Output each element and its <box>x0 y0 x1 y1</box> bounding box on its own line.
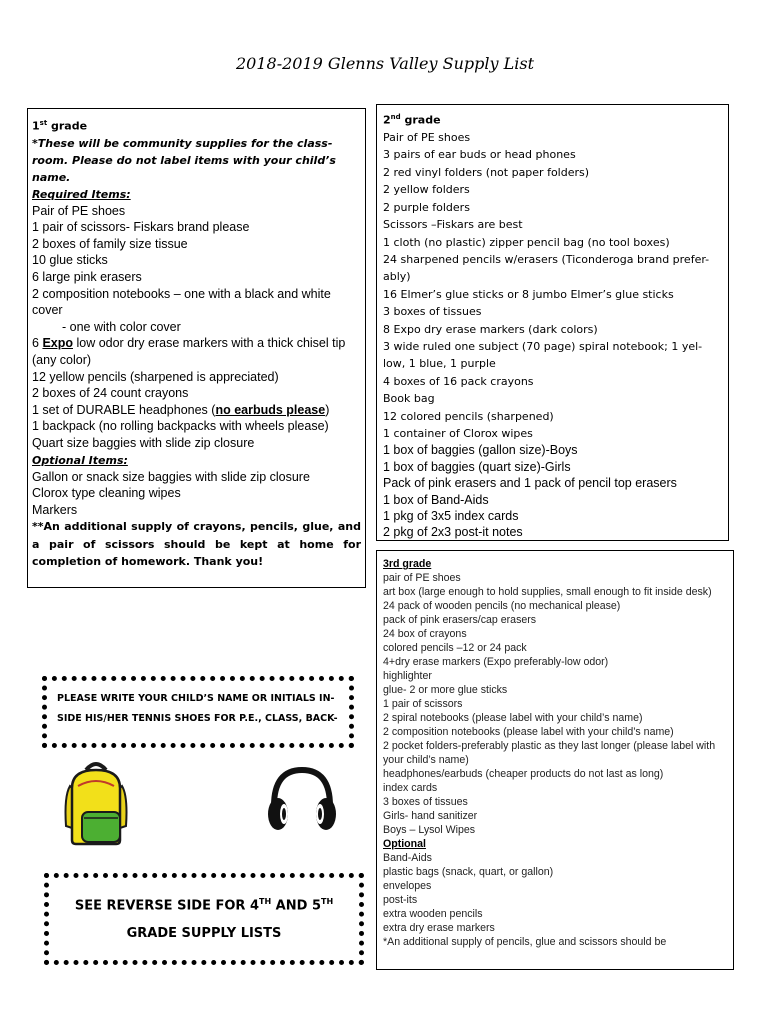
reverse-mid: AND 5 <box>271 898 321 914</box>
grade1-headphones-pre: 1 set of DURABLE headphones ( <box>32 402 216 417</box>
grade3-item: 3 boxes of tissues <box>383 796 468 808</box>
grade3-optional-item: Band-Aids <box>383 852 432 864</box>
grade1-item: Pair of PE shoes <box>32 203 126 218</box>
grade1-headphones-post: ) <box>325 402 330 417</box>
grade2-item-large: 1 box of baggies (quart size)-Girls <box>383 459 571 474</box>
grade1-optional-item: Gallon or snack size baggies with slide zip closure <box>32 469 310 484</box>
grade3-item: pack of pink erasers/cap erasers <box>383 614 537 626</box>
grade3-item: index cards <box>383 782 438 794</box>
grade3-optional-item: extra dry erase markers <box>383 922 495 934</box>
grade1-headphones-item <box>32 402 361 419</box>
grade2-item-large: Pack of pink erasers and 1 pack of pencil top erasers <box>383 476 677 491</box>
grade1-heading-word: grade <box>47 119 88 133</box>
grade2-heading-num: 2 <box>383 113 391 127</box>
grade2-item: 3 boxes of tissues <box>383 305 482 319</box>
grade1-heading <box>32 115 361 135</box>
grade2-item: 2 red vinyl folders (not paper folders) <box>383 165 590 179</box>
shoe-note-line-2: SIDE HIS/HER TENNIS SHOES FOR P.E., CLASS, BACK- <box>57 713 338 724</box>
grade3-heading: 3rd grade <box>383 558 432 570</box>
grade2-item: 16 Elmer’s glue sticks or 8 jumbo Elmer’s glue sticks <box>383 287 674 301</box>
grade2-item: Scissors –Fiskars are best <box>383 218 523 232</box>
grade2-item-large: 2 pkg of 2x3 post-it notes <box>383 525 523 540</box>
grade1-heading-num: 1 <box>32 119 40 133</box>
reverse-sup-2: TH <box>321 897 334 906</box>
grade1-optional-heading: Optional Items: <box>32 453 128 467</box>
grade3-item: 2 spiral notebooks (please label with your child’s name) <box>383 712 643 724</box>
grade3-optional-item: plastic bags (snack, quart, or gallon) <box>383 866 554 878</box>
grade2-item-large: 1 box of baggies (gallon size)-Boys <box>383 443 578 458</box>
shoe-note-box <box>42 676 354 748</box>
grade2-item: 8 Expo dry erase markers (dark colors) <box>383 322 598 336</box>
grade2-item: 3 wide ruled one subject (70 page) spiral notebook; 1 yel-low, 1 blue, 1 purple <box>383 339 703 371</box>
grade2-item: Book bag <box>383 392 435 406</box>
grade1-footer: **An additional supply of crayons, pencils, glue, and a pair of scissors should be kept at home for completion of homework. Thank you! <box>32 520 361 569</box>
grade1-item-indent: - one with color cover <box>62 319 181 334</box>
backpack-icon <box>62 756 130 846</box>
grade1-item: 2 composition notebooks – one with a black and white cover <box>32 286 331 318</box>
grade2-item: 1 container of Clorox wipes <box>383 426 533 440</box>
grade2-heading-word: grade <box>400 113 441 127</box>
grade2-heading <box>383 109 723 129</box>
grade3-item: 2 pocket folders-preferably plastic as they last longer (please label with your child’s name) <box>383 740 716 766</box>
grade2-item: 2 yellow folders <box>383 183 470 197</box>
grade1-expo-pre: 6 <box>32 336 43 351</box>
grade1-item: 1 backpack (no rolling backpacks with wheels please) <box>32 419 329 434</box>
grade1-item: 12 yellow pencils (sharpened is appreciated) <box>32 369 279 384</box>
grade2-item: 3 pairs of ear buds or head phones <box>383 148 576 162</box>
grade2-item-large: 1 box of Band-Aids <box>383 492 489 507</box>
grade1-expo-post: low odor dry erase markers with a thick chisel tip (any color) <box>32 336 346 367</box>
grade1-item: 6 large pink erasers <box>32 270 142 285</box>
grade2-item-large: 1 pkg of 3x5 index cards <box>383 509 519 523</box>
grade1-required-heading: Required Items: <box>32 187 131 201</box>
grade1-optional-item: Clorox type cleaning wipes <box>32 486 181 501</box>
reverse-pre: SEE REVERSE SIDE FOR 4 <box>74 898 259 914</box>
reverse-sup-1: TH <box>259 897 272 906</box>
grade3-item: art box (large enough to hold supplies, small enough to fit inside desk) <box>383 586 712 598</box>
grade1-note-1: *These will be community supplies for the class- <box>32 136 333 150</box>
grade1-item: 2 boxes of 24 count crayons <box>32 386 189 401</box>
reverse-side-box <box>44 873 364 965</box>
grade3-item: Boys – Lysol Wipes <box>383 824 476 836</box>
grade2-item: 1 cloth (no plastic) zipper pencil bag (no tool boxes) <box>383 235 670 249</box>
grade2-item: 24 sharpened pencils w/erasers (Ticonderoga brand prefer-ably) <box>383 252 710 284</box>
grade3-optional-item: extra wooden pencils <box>383 908 483 920</box>
grade1-item: 1 pair of scissors- Fiskars brand please <box>32 220 250 235</box>
grade3-optional-item: *An additional supply of pencils, glue and scissors should be <box>383 936 667 948</box>
grade1-item: Quart size baggies with slide zip closure <box>32 435 255 450</box>
grade3-item: 24 box of crayons <box>383 628 467 640</box>
grade1-expo-item <box>32 335 361 368</box>
grade3-item: 1 pair of scissors <box>383 698 463 710</box>
grade3-optional-heading: Optional <box>383 838 426 850</box>
grade2-box <box>376 104 729 541</box>
grade3-item: colored pencils –12 or 24 pack <box>383 642 527 654</box>
headphones-icon <box>264 764 340 836</box>
grade1-item: 10 glue sticks <box>32 253 108 268</box>
grade3-item: 4+dry erase markers (Expo preferably-low odor) <box>383 656 609 668</box>
grade3-optional-item: envelopes <box>383 880 432 892</box>
grade3-item: Girls- hand sanitizer <box>383 810 478 822</box>
grade2-item: 4 boxes of 16 pack crayons <box>383 374 534 388</box>
grade2-item: 12 colored pencils (sharpened) <box>383 409 554 423</box>
grade3-optional-item: post-its <box>383 894 418 906</box>
page-title: 2018-2019 Glenns Valley Supply List <box>235 54 535 73</box>
grade3-item: 2 composition notebooks (please label with your child’s name) <box>383 726 674 738</box>
reverse-line-1 <box>57 888 351 920</box>
grade1-expo-bold: Expo <box>42 336 73 351</box>
grade1-box <box>27 108 366 588</box>
grade2-item: Pair of PE shoes <box>383 131 471 145</box>
grade3-item: highlighter <box>383 670 432 682</box>
grade1-item: 2 boxes of family size tissue <box>32 236 188 251</box>
grade3-item: 24 pack of wooden pencils (no mechanical please) <box>383 600 621 612</box>
grade3-box <box>376 550 734 970</box>
grade3-item: pair of PE shoes <box>383 572 461 584</box>
grade3-item: headphones/earbuds (cheaper products do not last as long) <box>383 768 664 780</box>
grade3-item: glue- 2 or more glue sticks <box>383 684 508 696</box>
grade1-note-2: room. Please do not label items with your child’s name. <box>32 153 336 184</box>
shoe-note-line-1: PLEASE WRITE YOUR CHILD’S NAME OR INITIALS IN- <box>57 693 335 704</box>
grade2-item: 2 purple folders <box>383 200 470 214</box>
grade1-headphones-bold: no earbuds please <box>215 402 326 417</box>
grade2-heading-sup: nd <box>390 113 401 121</box>
grade1-optional-item: Markers <box>32 502 78 517</box>
reverse-line-2: GRADE SUPPLY LISTS <box>126 926 282 942</box>
grade1-heading-sup: st <box>39 119 48 127</box>
